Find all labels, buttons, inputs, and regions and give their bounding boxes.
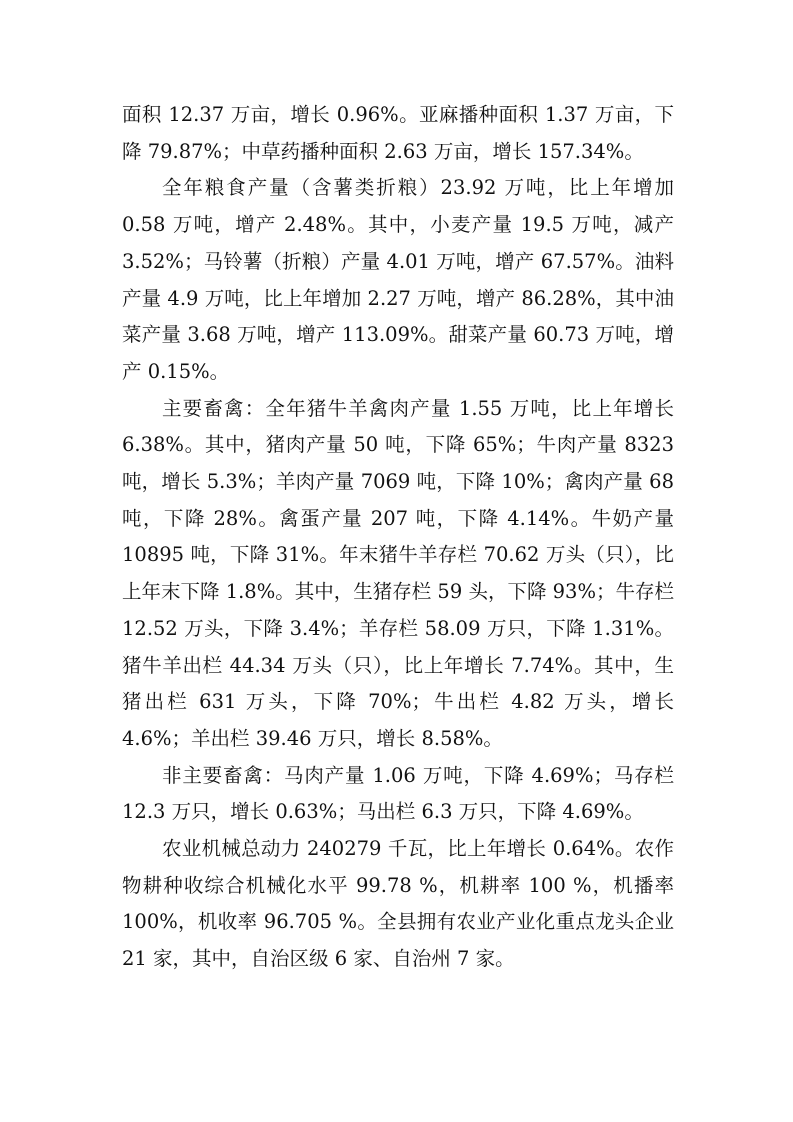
paragraph-crop-area: 面积 12.37 万亩，增长 0.96%。亚麻播种面积 1.37 万亩，下降 79.87%；中草药播种面积 2.63 万亩，增长 157.34%。 [122,103,674,163]
paragraph-grain-output: 全年粮食产量（含薯类折粮）23.92 万吨，比上年增加 0.58 万吨，增产 2.48%。其中，小麦产量 19.5 万吨，减产 3.52%；马铃薯（折粮）产量 4.01 万吨，增产 67.57%。油料产量 4.9 万吨，比上年增加 2.27 万吨，增产 86.28%，其中油菜产量 3.68 万吨，增产 113.09%。甜菜产量 60.73 万吨，增产 0.15%。 [122,176,674,383]
paragraph-agricultural-machinery: 农业机械总动力 240279 千瓦，比上年增长 0.64%。农作物耕种收综合机械化水平 99.78 %，机耕率 100 %，机播率 100%，机收率 96.705 %。全县拥有农业产业化重点龙头企业 21 家，其中，自治区级 6 家、自治州 7 家。 [122,837,674,971]
paragraph-other-livestock: 非主要畜禽：马肉产量 1.06 万吨，下降 4.69%；马存栏 12.3 万只，增长 0.63%；马出栏 6.3 万只，下降 4.69%。 [122,763,674,824]
document-page [122,97,674,978]
paragraph-main-livestock: 主要畜禽：全年猪牛羊禽肉产量 1.55 万吨，比上年增长 6.38%。其中，猪肉产量 50 吨，下降 65%；牛肉产量 8323 吨，增长 5.3%；羊肉产量 7069 吨，下降 10%；禽肉产量 68 吨，下降 28%。禽蛋产量 207 吨，下降 4.14%。牛奶产量 10895 吨，下降 31%。年末猪牛羊存栏 70.62 万头（只），比上年末下降 1.8%。其中，生猪存栏 59 头，下降 93%；牛存栏 12.52 万头，下降 3.4%；羊存栏 58.09 万只，下降 1.31%。猪牛羊出栏 44.34 万头（只），比上年增长 7.74%。其中，生猪出栏 631 万头，下降 70%；牛出栏 4.82 万头，增长 4.6%；羊出栏 39.46 万只，增长 8.58%。 [122,396,674,750]
